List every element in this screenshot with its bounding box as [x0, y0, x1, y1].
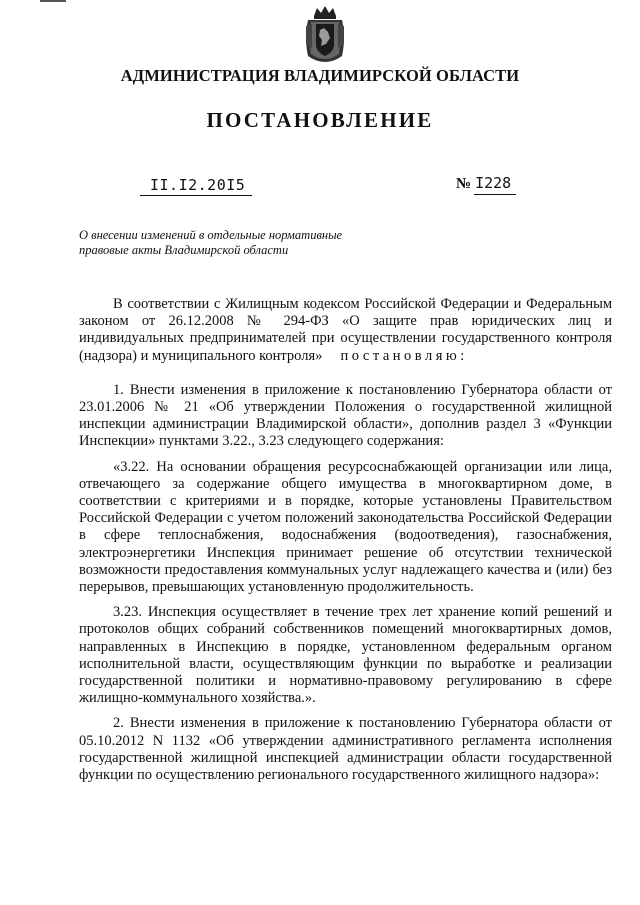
coat-of-arms-icon: [302, 4, 348, 64]
item-2-paragraph: 2. Внести изменения в приложение к постановлению Губернатора области от 05.10.2012 N 1132 «Об утверждении административного регламента исполнения государственной жилищной инспекцией администрации области государственной функции по осуществлению регионального государственного жилищного надзора»:: [79, 715, 612, 784]
item-1-3-22-paragraph: «3.22. На основании обращения ресурсоснабжающей организации или лица, отвечающего за содержание общего имущества в многоквартирном доме, в соответствии с критериями и в порядке, которые установлены Правительством Российской Федерации с учетом положений законодательства Российской Федерации в сфере теплоснабжения, водоснабжения (водоотведения), газоснабжения, электроэнергетики Инспекция принимает решение об отсутствии технической возможности предоставления коммунальных услуг надлежащего качества и (или) без перерывов, превышающих установленную продолжительность.: [79, 458, 612, 596]
preamble-paragraph: [79, 296, 612, 365]
document-date: II.I2.20I5: [150, 176, 246, 194]
number-sign: №: [456, 176, 472, 192]
organization-title: АДМИНИСТРАЦИЯ ВЛАДИМИРСКОЙ ОБЛАСТИ: [120, 66, 520, 85]
item-1-3-23-paragraph: 3.23. Инспекция осуществляет в течение трех лет хранение копий решений и протоколов общих собраний собственников помещений многоквартирных домов, направленных в Инспекцию в порядке, установленном федеральным органом исполнительной власти, осуществляющим функции по выработке и реализации государственной политики и нормативно-правовому регулированию в сфере жилищно-коммунального хозяйства.».: [79, 604, 612, 707]
number-value: I228: [475, 174, 512, 192]
subject-line-1: О внесении изменений в отдельные нормативные: [79, 228, 343, 242]
document-subject: [79, 228, 379, 258]
date-underline: [140, 195, 252, 196]
document-body: [79, 296, 612, 784]
scan-artifact: [40, 0, 66, 2]
item-1-paragraph: 1. Внести изменения в приложение к постановлению Губернатора области от 23.01.2006 № 21 «Об утверждении Положения о государственной жилищной инспекции администрации Владимирской области», дополнив раздел 3 «Функции Инспекции» пунктами 3.22., 3.23 следующего содержания:: [79, 381, 612, 450]
document-number: [456, 174, 511, 193]
number-underline: [474, 194, 516, 195]
preamble-text: В соответствии с Жилищным кодексом Российской Федерации и Федеральным законом от 26.12.2008 № 294-ФЗ «О защите прав юридических лиц и индивидуальных предпринимателей при осуществлении государственного контроля (надзора) и муниципального контроля»: [79, 296, 612, 364]
resolve-word: постановляю:: [340, 347, 468, 364]
document-type-title: ПОСТАНОВЛЕНИЕ: [206, 108, 434, 132]
subject-line-2: правовые акты Владимирской области: [79, 243, 289, 257]
